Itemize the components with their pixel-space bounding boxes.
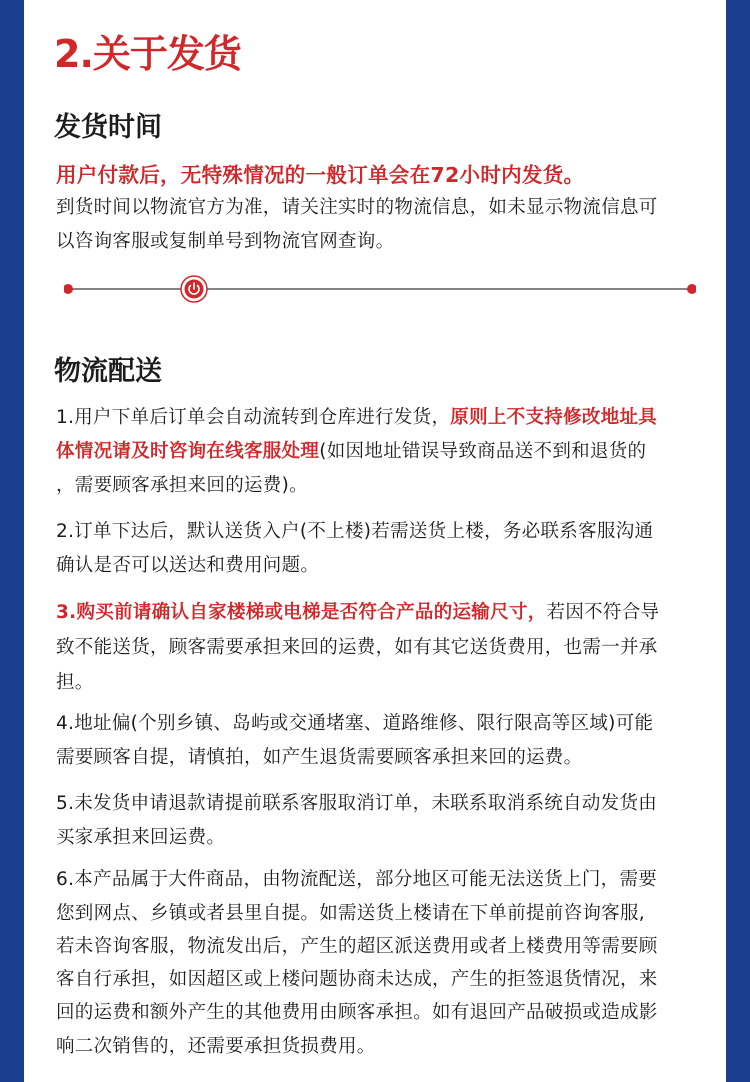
shipping-time-line: 到货时间以物流官方为准，请关注实时的物流信息，如未显示物流信息可 [56,197,658,218]
shipping-time-lead: 用户付款后，无特殊情况的一般订单会在72小时内发货。 [56,163,585,187]
logistics-line [56,867,657,893]
logistics-line [56,711,653,737]
logistics-line [56,553,319,579]
line-segment: 原则上不支持修改地址具 [450,407,658,428]
logistics-line [56,1000,658,1026]
logistics-line [56,745,582,771]
line-segment: 担。 [56,672,94,693]
section-title: 2.关于发货 [54,32,241,76]
line-segment: 若未咨询客服，物流发出后，产生的超区派送费用或者上楼费用等需要顾 [56,936,658,957]
line-segment: 4.地址偏(个别乡镇、岛屿或交通堵塞、道路维修、限行限高等区域)可能 [56,713,654,734]
logistics-line [56,825,225,851]
logistics-line [56,600,659,626]
content-panel [24,0,726,1082]
line-segment: 3.购买前请确认自家楼梯或电梯是否符合产品的运输尺寸， [56,602,547,623]
line-segment: 您到网点、乡镇或者县里自提。如需送货上楼请在下单前提前咨询客服, [56,903,645,924]
logistics-line [56,1034,376,1060]
logistics-line [56,670,94,696]
line-segment: 2.订单下达后，默认送货入户(不上楼)若需送货上楼，务必联系客服沟通 [56,521,654,542]
line-segment: 5.未发货申请退款请提前联系客服取消订单，未联系取消系统自动发货由 [56,793,658,814]
line-segment: 致不能送货，顾客需要承担来回的运费，如有其它送货费用，也需一并承 [56,637,658,658]
logistics-line [56,934,658,960]
power-icon [181,276,207,302]
line-segment: 6.本产品属于大件商品，由物流配送，部分地区可能无法送货上门，需要 [56,869,658,890]
logistics-heading: 物流配送 [54,356,162,387]
logistics-line [56,967,658,993]
logistics-line [56,405,657,431]
logistics-line [56,635,658,661]
line-segment: 若因不符合导 [546,602,660,623]
line-segment: 1.用户下单后订单会自动流转到仓库进行发货， [56,407,451,428]
divider-left-dot [64,284,73,294]
logistics-line [56,901,645,927]
divider-right-dot [687,284,696,294]
line-segment: 回的运费和额外产生的其他费用由顾客承担。如有退回产品破损或造成影 [56,1002,658,1023]
line-segment: 客自行承担，如因超区或上楼问题协商未达成，产生的拒签退货情况，来 [56,969,658,990]
shipping-time-line: 以咨询客服或复制单号到物流官网查询。 [56,231,395,252]
line-segment: 需要顾客自提，请慎拍，如产生退货需要顾客承担来回的运费。 [56,747,583,768]
logistics-line [56,519,653,545]
line-segment: (如因地址错误导致商品送不到和退货的 [319,441,647,462]
logistics-line [56,473,308,499]
section-divider [64,274,696,304]
line-segment: ，需要顾客承担来回的运费)。 [56,475,308,496]
line-segment: 体情况请及时咨询在线客服处理 [56,441,320,462]
shipping-time-heading: 发货时间 [54,112,162,143]
line-segment: 买家承担来回运费。 [56,827,226,848]
line-segment: 响二次销售的，还需要承担货损费用。 [56,1036,376,1057]
logistics-line [56,791,657,817]
line-segment: 确认是否可以送达和费用问题。 [56,555,320,576]
logistics-line [56,439,646,465]
